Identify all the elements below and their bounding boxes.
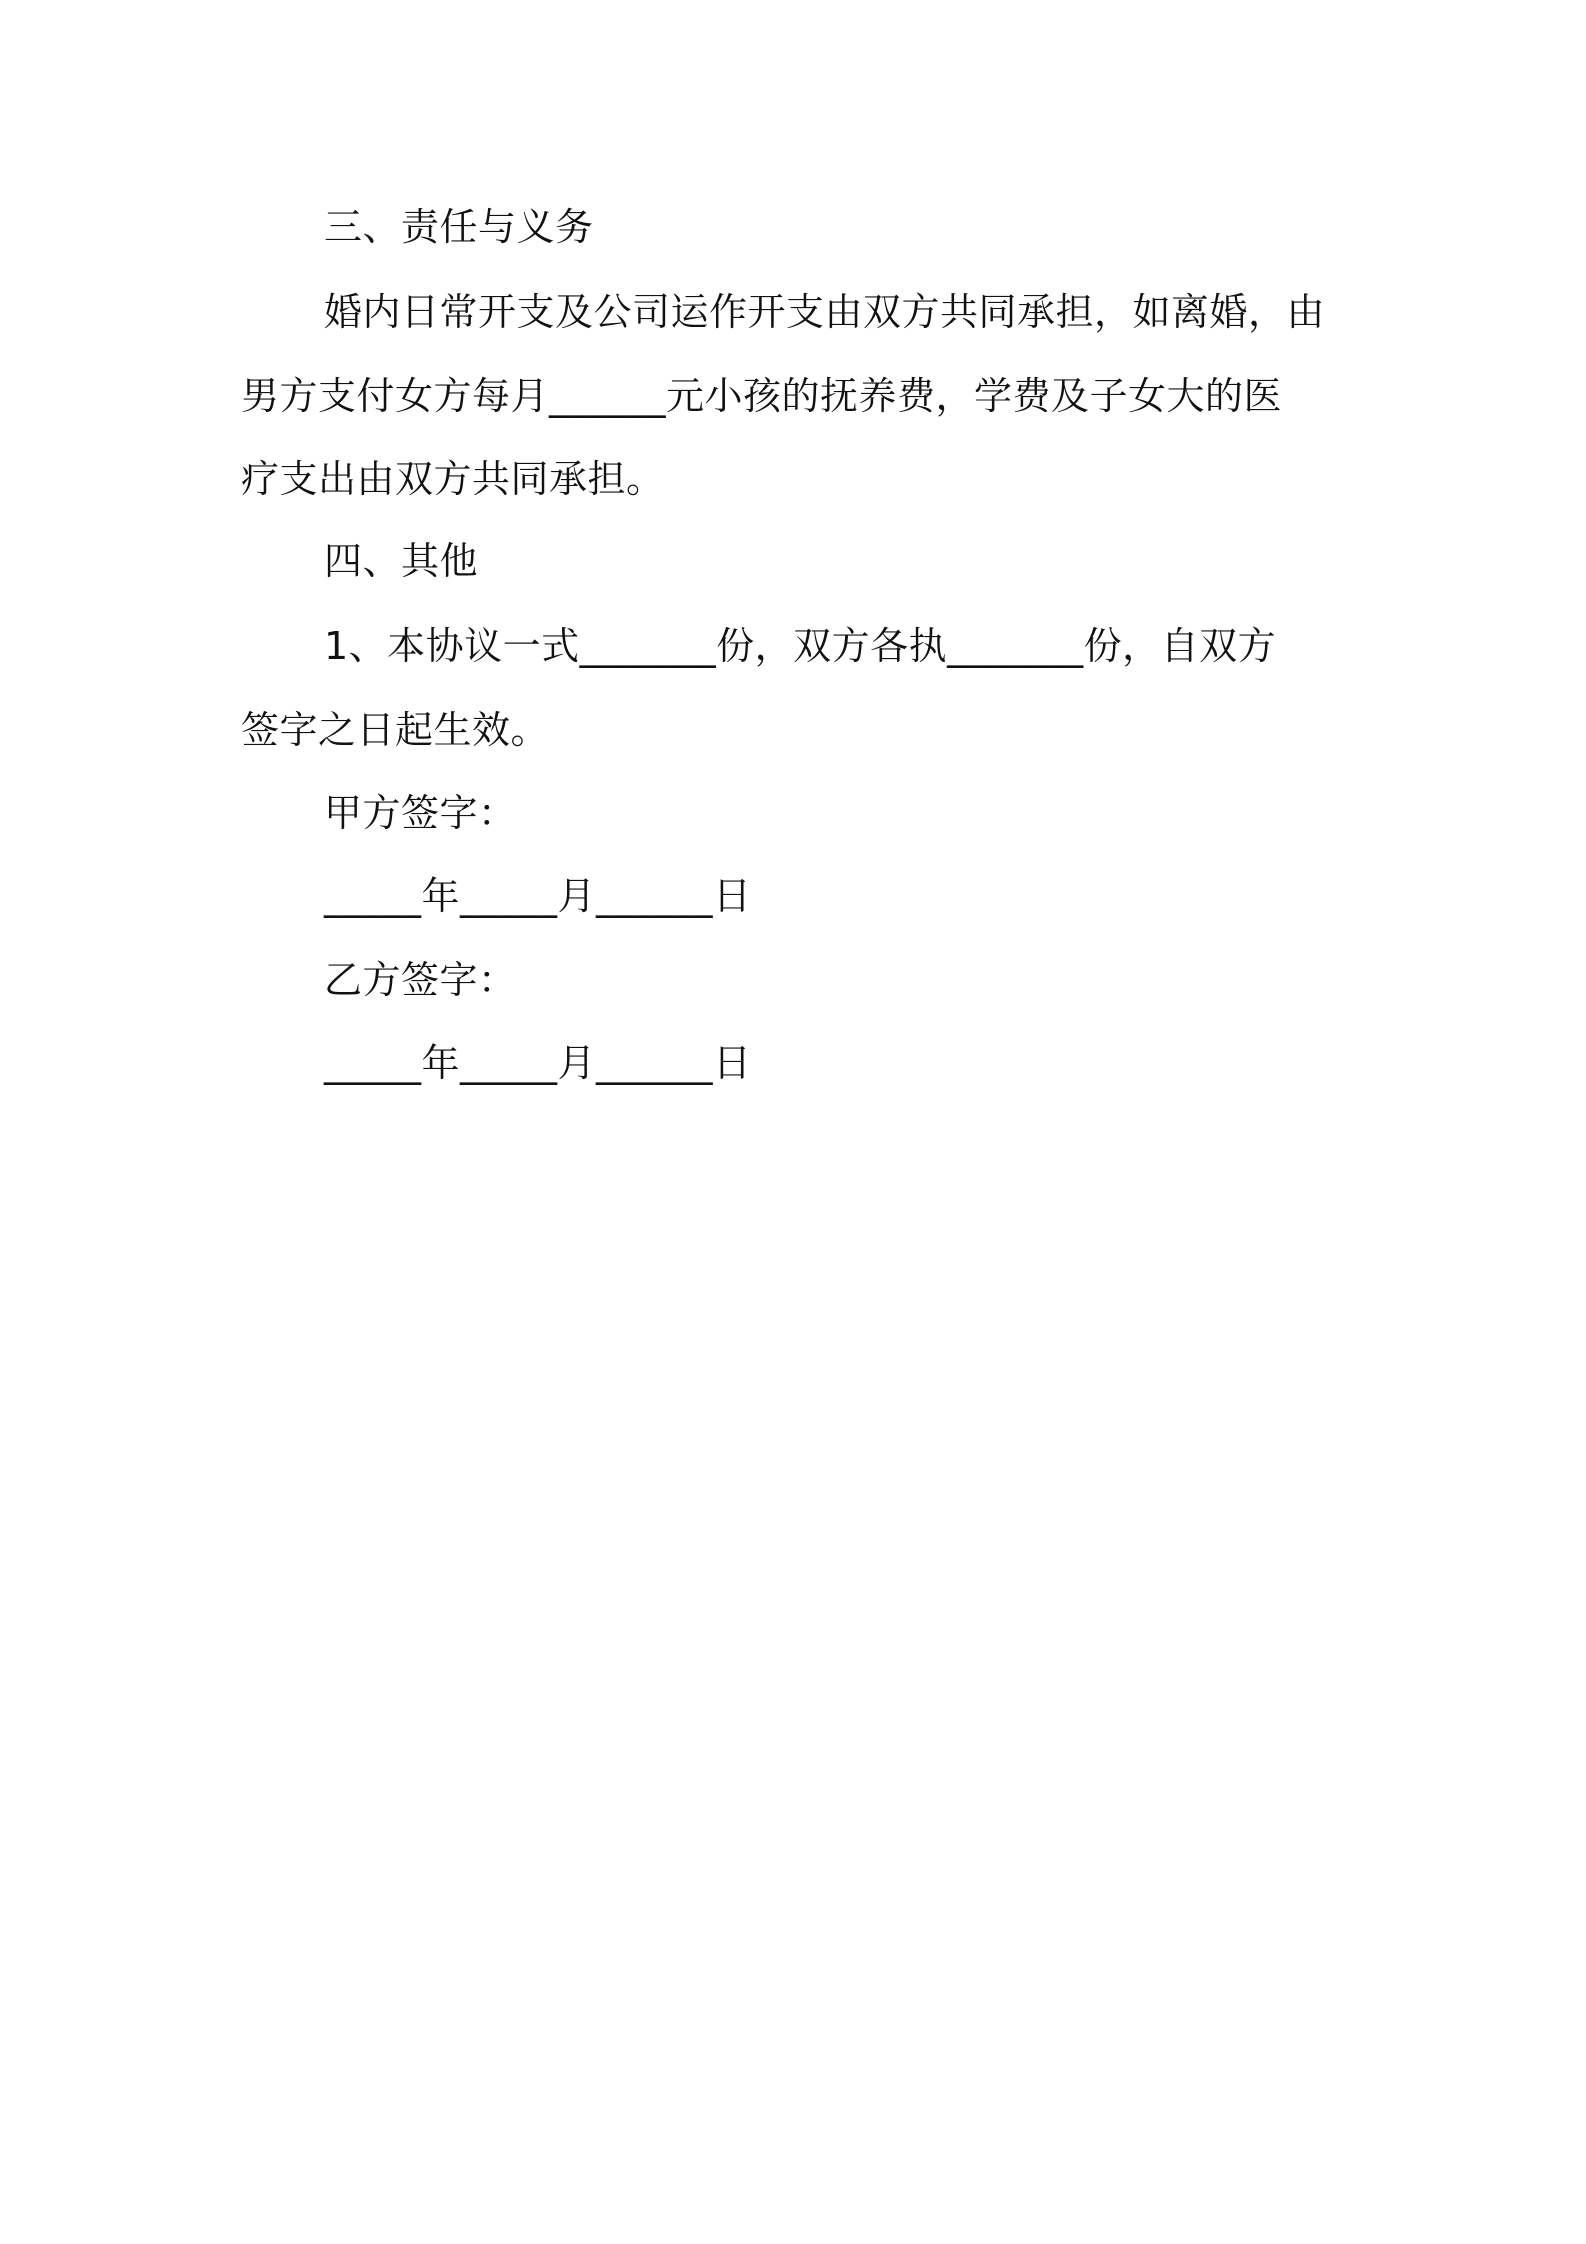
section-4-item-1-line-2: 签字之日起生效。: [241, 708, 550, 752]
party-a-date-line: _____年_____月______日: [324, 874, 752, 918]
section-3-paragraph-line-3: 疗支出由双方共同承担。: [241, 457, 665, 501]
party-b-date-line: _____年_____月______日: [324, 1041, 752, 1085]
party-b-signature-label: 乙方签字：: [324, 958, 517, 1002]
section-4-heading: 四、其他: [324, 539, 479, 583]
section-3-paragraph-line-1: 婚内日常开支及公司运作开支由双方共同承担，如离婚，由: [324, 290, 1326, 334]
section-3-heading: 三、责任与义务: [324, 205, 594, 249]
section-4-item-1-line-1: 1、本协议一式_______份，双方各执_______份，自双方: [324, 624, 1277, 668]
section-3-paragraph-line-2: 男方支付女方每月______元小孩的抚养费，学费及子女大的医: [241, 374, 1283, 418]
party-a-signature-label: 甲方签字：: [324, 791, 517, 835]
